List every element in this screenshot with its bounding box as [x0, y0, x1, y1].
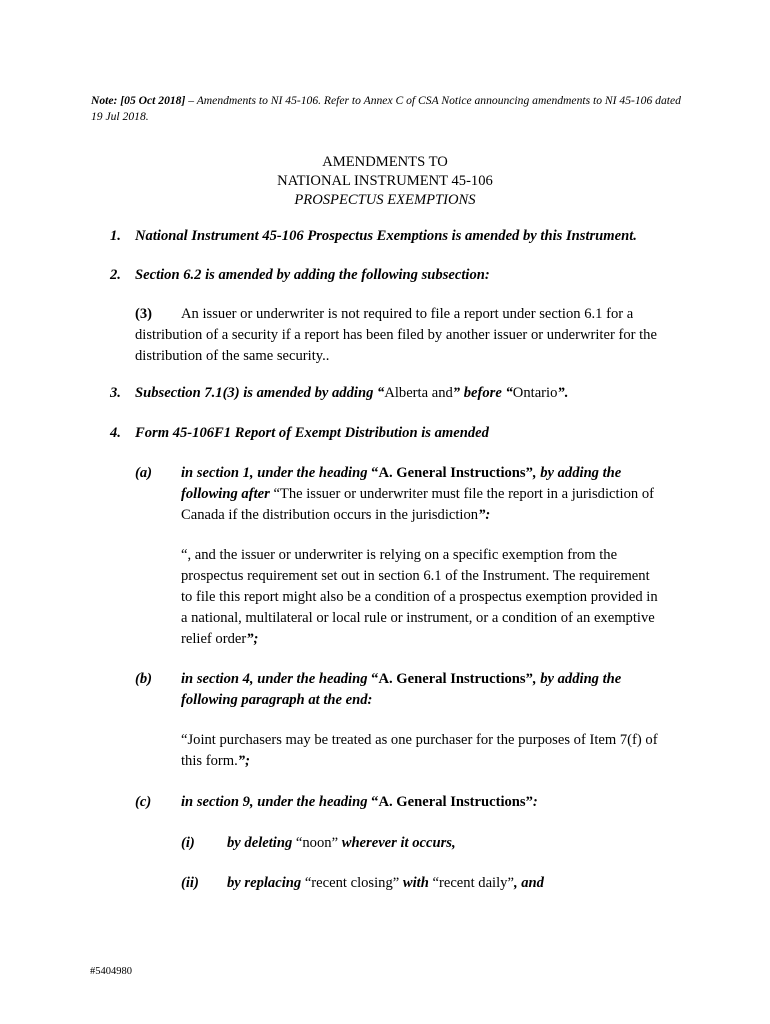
sub-ii: by replacing “recent closing” with “recent daily”, and — [227, 875, 544, 891]
item-3-text: Subsection 7.1(3) is amended by adding “Alberta and” before “Ontario”. — [135, 385, 569, 401]
item-4-text: Form 45-106F1 Report of Exempt Distribution is amended — [135, 425, 489, 441]
title-line-1: AMENDMENTS TO — [322, 154, 448, 170]
subsection-3 — [135, 304, 657, 367]
subsection-3-line-2: distribution of a security if a report has been filed by another issuer or underwriter for the — [135, 327, 657, 343]
para-b: in section 4, under the heading “A. General Instructions”, by adding the following paragraph at the end: — [181, 671, 622, 708]
item-1-number: 1. — [110, 228, 121, 244]
para-a-label: (a) — [135, 465, 153, 481]
sub-ii-label: (ii) — [181, 875, 199, 891]
para-a-quote: “, and the issuer or underwriter is relying on a specific exemption from the prospectus requirement set out in section 6.1 of the Instrument. The requirement to file this report might also be a condition of a prospectus exemption provided in a national, multilateral or local rule or instrument, or a condition of an exemptive relief order”; — [181, 547, 658, 647]
amendment-note — [91, 93, 691, 125]
sub-i: by deleting “noon” wherever it occurs, — [227, 835, 456, 851]
para-c: in section 9, under the heading “A. General Instructions”: — [181, 794, 538, 810]
item-3-number: 3. — [110, 385, 121, 401]
item-4-number: 4. — [110, 425, 121, 441]
subsection-3-line-1: An issuer or underwriter is not required to file a report under section 6.1 for a — [181, 306, 634, 322]
subsection-3-label: (3) — [135, 306, 153, 322]
note-prefix: Note: [05 Oct 2018] — [91, 94, 186, 107]
item-2-text: Section 6.2 is amended by adding the following subsection: — [135, 267, 490, 283]
document-id-footer: #5404980 — [90, 966, 132, 977]
note-text: – Amendments to NI 45-106. Refer to Annex C of CSA Notice announcing amendments to NI 45-106 dated 19 Jul 2018. — [91, 94, 681, 123]
title-line-3: PROSPECTUS EXEMPTIONS — [294, 192, 476, 208]
item-1-text: National Instrument 45-106 Prospectus Exemptions is amended by this Instrument. — [135, 228, 637, 244]
item-1 — [110, 226, 121, 247]
subsection-3-line-3: distribution of the same security.. — [135, 348, 330, 364]
title-line-2: NATIONAL INSTRUMENT 45-106 — [277, 173, 493, 189]
sub-i-label: (i) — [181, 835, 195, 851]
item-2-number: 2. — [110, 267, 121, 283]
para-a: in section 1, under the heading “A. General Instructions”, by adding the following after “The issuer or underwriter must file the report in a jurisdiction of Canada if the distribution occurs in the jurisdiction”: — [181, 465, 654, 523]
para-c-label: (c) — [135, 794, 152, 810]
para-b-quote: “Joint purchasers may be treated as one purchaser for the purposes of Item 7(f) of this form.”; — [181, 732, 658, 769]
para-b-label: (b) — [135, 671, 153, 687]
